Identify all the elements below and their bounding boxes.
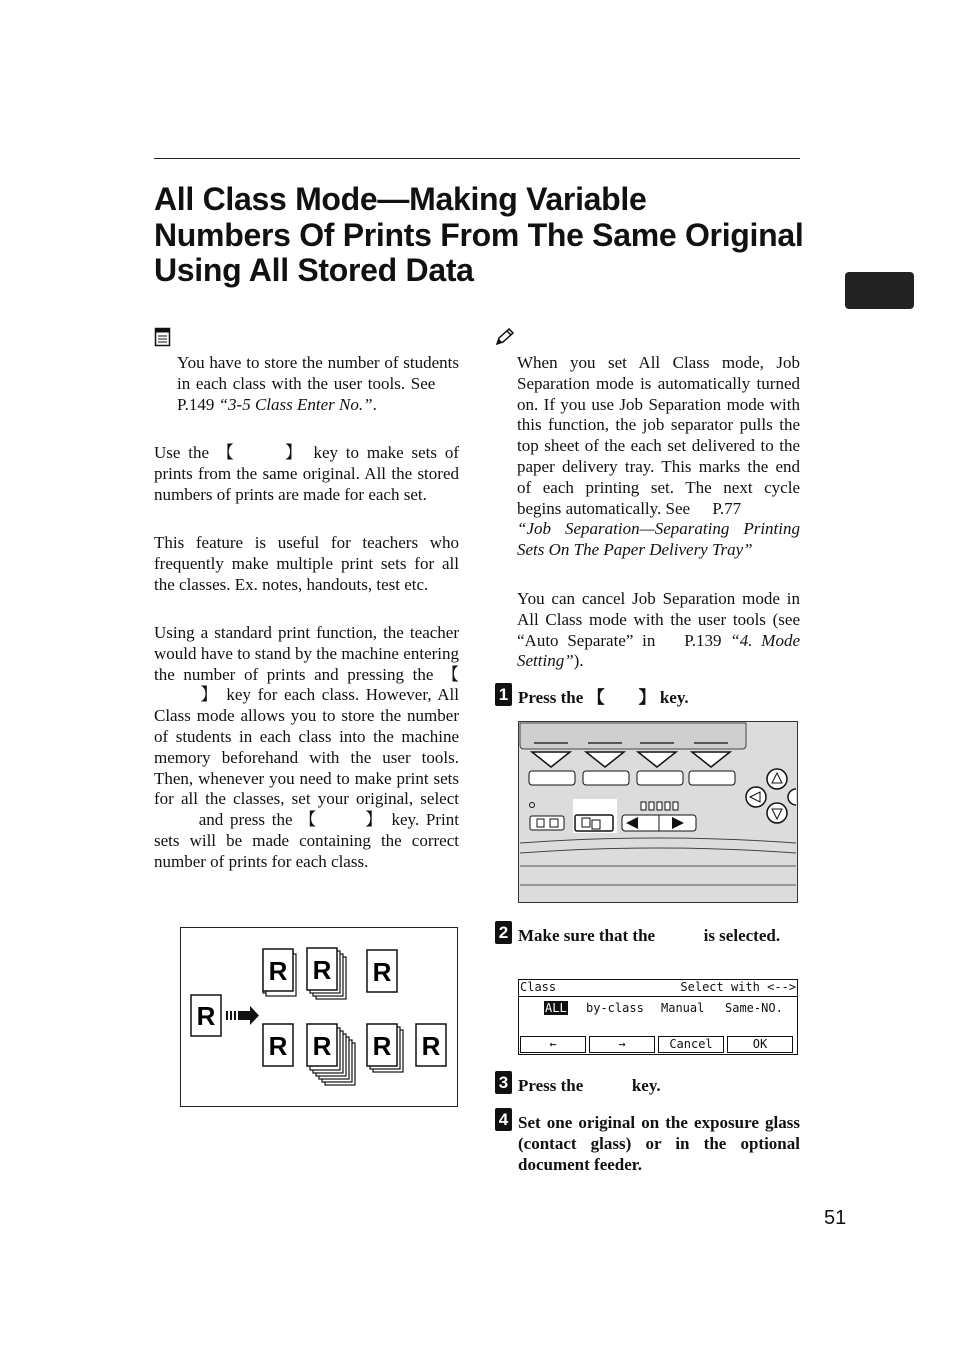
all-class-illustration bbox=[180, 927, 458, 1107]
left-note bbox=[177, 353, 459, 415]
lcd-cancel-button[interactable]: Cancel bbox=[658, 1036, 724, 1053]
control-panel-illustration bbox=[518, 721, 798, 903]
function-key[interactable] bbox=[529, 771, 575, 785]
key-symbol: 【 】 bbox=[299, 810, 385, 830]
text: is selected. bbox=[699, 926, 781, 945]
step-2-text bbox=[518, 926, 800, 947]
separation-key[interactable] bbox=[530, 816, 564, 830]
text: Use the bbox=[154, 443, 217, 462]
text: and press the bbox=[192, 810, 300, 830]
print-sheet-letter: R bbox=[268, 1031, 288, 1061]
step-number: 1 bbox=[495, 683, 512, 706]
note-text: You can cancel Job Separation mode in All Class mode with the user tools (see “Auto Separate” in bbox=[517, 589, 800, 650]
lcd-ok-button[interactable]: OK bbox=[727, 1036, 793, 1053]
text: Make sure that the bbox=[518, 926, 660, 945]
reference-page[interactable]: P.149 bbox=[177, 394, 219, 414]
reference-title[interactable]: “3-5 Class Enter No.” bbox=[218, 394, 373, 414]
chapter-tab bbox=[845, 272, 914, 309]
title-line: Numbers Of Prints From The Same Original bbox=[154, 216, 804, 253]
lcd-screen bbox=[518, 979, 798, 1055]
print-sheet-letter: R bbox=[312, 955, 332, 985]
memo-icon bbox=[154, 327, 172, 347]
reference-title[interactable]: “Job Separation—Separating Printing Sets On The Paper Delivery Tray” bbox=[517, 519, 800, 560]
title-line: Using All Stored Data bbox=[154, 252, 474, 288]
reference-page[interactable]: P.139 bbox=[684, 630, 731, 650]
reference-page[interactable]: P.77 bbox=[712, 498, 742, 518]
note-text: You have to store the number of students in each class with the user tools. See bbox=[177, 353, 459, 393]
note-tail: ). bbox=[573, 651, 584, 671]
print-sheet-letter: R bbox=[268, 956, 288, 986]
function-key[interactable] bbox=[637, 771, 683, 785]
print-sheet-letter: R bbox=[372, 1031, 392, 1061]
lcd-left-button[interactable]: ← bbox=[520, 1036, 586, 1053]
function-key[interactable] bbox=[689, 771, 735, 785]
pencil-icon bbox=[495, 328, 515, 346]
lcd-option-by-class[interactable]: by-class bbox=[586, 1001, 644, 1015]
text: key. bbox=[655, 688, 689, 707]
step-1-text bbox=[518, 688, 800, 709]
text: key. bbox=[627, 1076, 661, 1095]
top-rule bbox=[154, 158, 800, 159]
original-sheet-letter: R bbox=[196, 1001, 216, 1031]
key-symbol: 【 】 bbox=[216, 443, 306, 462]
text: key for each class. However, All Class mode allows you to store the number of students in each class into the machine memory beforehand with the user tools. Then, whenever you need to make print sets for all the classes, set your original, select bbox=[154, 685, 459, 809]
text: Using a standard print function, the teacher would have to stand by the machine entering the number of prints and pressing the bbox=[154, 623, 459, 684]
step-number: 3 bbox=[495, 1071, 512, 1094]
text: key. Print sets will be made containing the correct number of prints for each class. bbox=[154, 810, 459, 871]
lcd-option-all[interactable]: ALL bbox=[545, 1001, 567, 1015]
reference-title[interactable]: “4. Mode Setting” bbox=[517, 630, 800, 671]
text: Press the bbox=[518, 688, 588, 707]
page-number: 51 bbox=[824, 1207, 847, 1229]
print-sheet-letter: R bbox=[372, 957, 392, 987]
paragraph-intro bbox=[154, 443, 459, 505]
paragraph-standard bbox=[154, 623, 459, 873]
lcd-right-button[interactable]: → bbox=[589, 1036, 655, 1053]
title-line: All Class Mode—Making Variable bbox=[154, 181, 647, 217]
note-tail: . bbox=[372, 394, 377, 414]
lcd-option-same-no[interactable]: Same-NO. bbox=[725, 1001, 783, 1015]
key-symbol: 【】 bbox=[198, 664, 459, 705]
function-key[interactable] bbox=[583, 771, 629, 785]
step-number: 4 bbox=[495, 1108, 512, 1131]
lcd-option-manual[interactable]: Manual bbox=[661, 1001, 705, 1015]
step-4-text: Set one original on the exposure glass (contact glass) or in the optional document feeder. bbox=[518, 1113, 800, 1174]
text: Press the bbox=[518, 1076, 588, 1095]
step-3-text bbox=[518, 1076, 800, 1097]
print-sheet-letter: R bbox=[312, 1031, 332, 1061]
note-text: When you set All Class mode, Job Separation mode is automatically turned on. If you use Job Separation mode with this function, the job separator pulls the top sheet of the each set delivered to the paper delivery tray. This marks the end of each printing set. The next cycle begins automatically. See bbox=[517, 353, 800, 518]
text: key to make sets of prints from the same original. All the stored numbers of prints are made for each set. bbox=[154, 443, 459, 504]
lcd-header bbox=[519, 980, 797, 997]
step-number: 2 bbox=[495, 921, 512, 944]
print-sheet-letter: R bbox=[421, 1031, 441, 1061]
lcd-hint: Select with <--> bbox=[680, 980, 796, 994]
key-symbol: 【 】 bbox=[587, 688, 656, 707]
page-title bbox=[154, 182, 814, 289]
right-note-cancel bbox=[517, 589, 800, 672]
paragraph-feature: This feature is useful for teachers who frequently make multiple print sets for all the classes. Ex. notes, handouts, test etc. bbox=[154, 533, 459, 594]
lcd-label: Class bbox=[520, 980, 557, 994]
right-note-job-separation bbox=[517, 353, 800, 561]
